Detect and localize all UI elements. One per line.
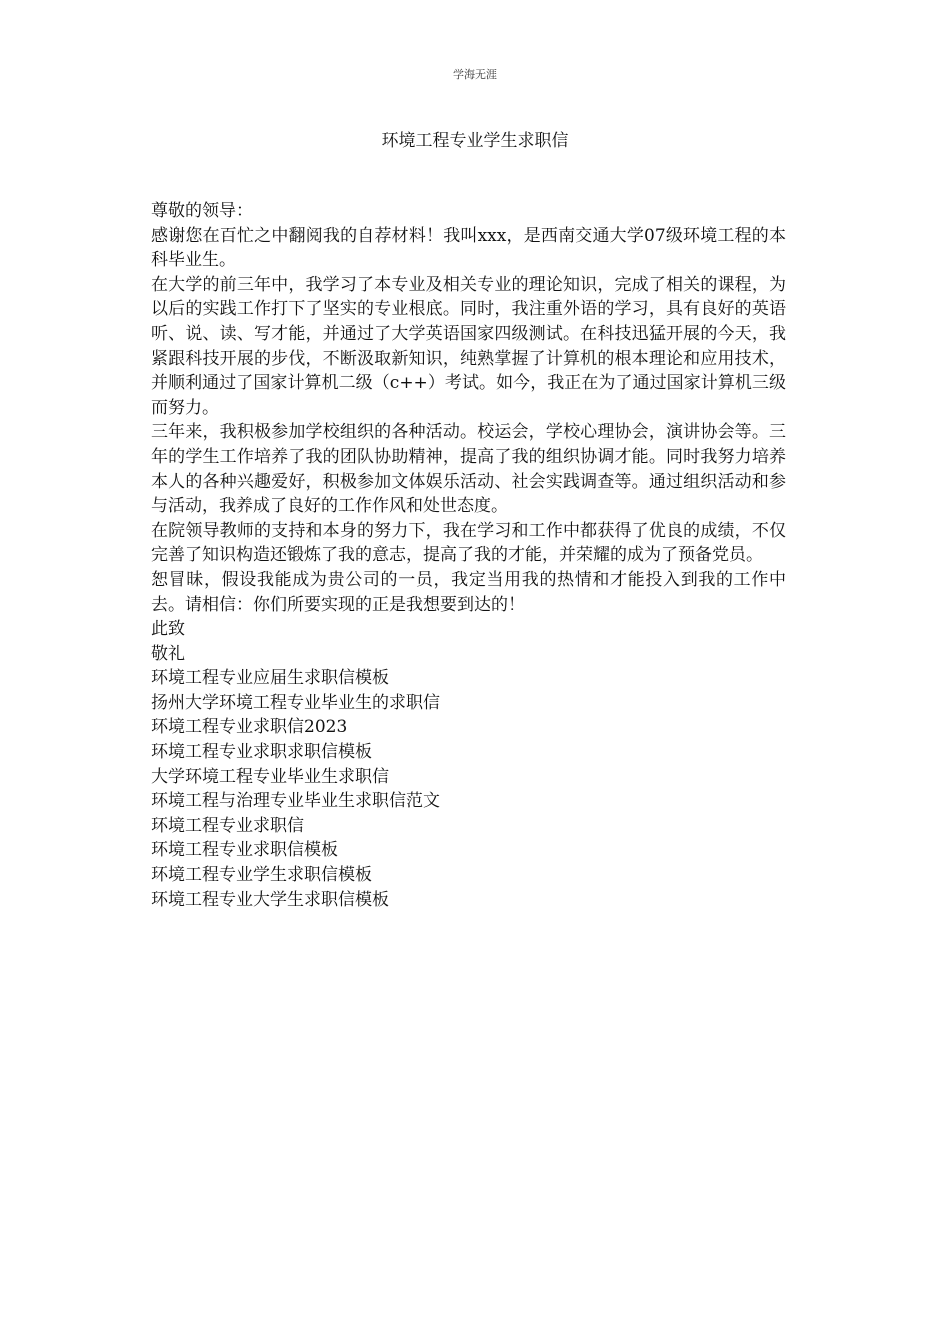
- related-title: 大学环境工程专业毕业生求职信: [151, 766, 389, 787]
- page-header: 学海无涯: [453, 68, 497, 81]
- related-title: 环境工程专业求职求职信模板: [151, 742, 372, 763]
- related-title: 环境工程专业求职信: [151, 815, 304, 836]
- related-title: 环境工程专业大学生求职信模板: [151, 889, 389, 910]
- document-title: 环境工程专业学生求职信: [381, 131, 569, 151]
- related-title: 环境工程专业应届生求职信模板: [151, 668, 389, 689]
- paragraph-closing: 恕冒昧，假设我能成为贵公司的一员，我定当用我的热情和才能投入到我的工作中去。请相信：你们所要实现的正是我想要到达的！: [151, 569, 786, 615]
- related-titles-list: [151, 666, 786, 912]
- related-title: 环境工程专业求职信模板: [151, 840, 338, 861]
- related-title: 环境工程与治理专业毕业生求职信范文: [151, 791, 440, 812]
- related-title: 扬州大学环境工程专业毕业生的求职信: [151, 692, 440, 713]
- closing-line-1: 此致: [151, 619, 185, 640]
- paragraph-intro: 感谢您在百忙之中翻阅我的自荐材料！我叫xxx，是西南交通大学07级环境工程的本科毕业生。: [151, 225, 786, 271]
- paragraph-achievements: 在院领导教师的支持和本身的努力下，我在学习和工作中都获得了优良的成绩，不仅完善了知识构造还锻炼了我的意志，提高了我的才能，并荣耀的成为了预备党员。: [151, 520, 786, 566]
- closing-line-2: 敬礼: [151, 643, 185, 664]
- document-body: [151, 199, 786, 912]
- salutation: 尊敬的领导：: [151, 201, 253, 221]
- paragraph-study: 在大学的前三年中，我学习了本专业及相关专业的理论知识，完成了相关的课程，为以后的实践工作打下了坚实的专业根底。同时，我注重外语的学习，具有良好的英语听、说、读、写才能，并通过了大学英语国家四级测试。在科技迅猛开展的今天，我紧跟科技开展的步伐，不断汲取新知识，纯熟掌握了计算机的根本理论和应用技术，并顺利通过了国家计算机二级（c++）考试。如今，我正在为了通过国家计算机三级而努力。: [151, 274, 786, 418]
- related-title: 环境工程专业学生求职信模板: [151, 865, 372, 886]
- paragraph-activities: 三年来，我积极参加学校组织的各种活动。校运会，学校心理协会，演讲协会等。三年的学生工作培养了我的团队协助精神，提高了我的组织协调才能。同时我努力培养本人的各种兴趣爱好，积极参加文体娱乐活动、社会实践调查等。通过组织活动和参与活动，我养成了良好的工作作风和处世态度。: [151, 422, 786, 517]
- related-title: 环境工程专业求职信2023: [151, 717, 348, 738]
